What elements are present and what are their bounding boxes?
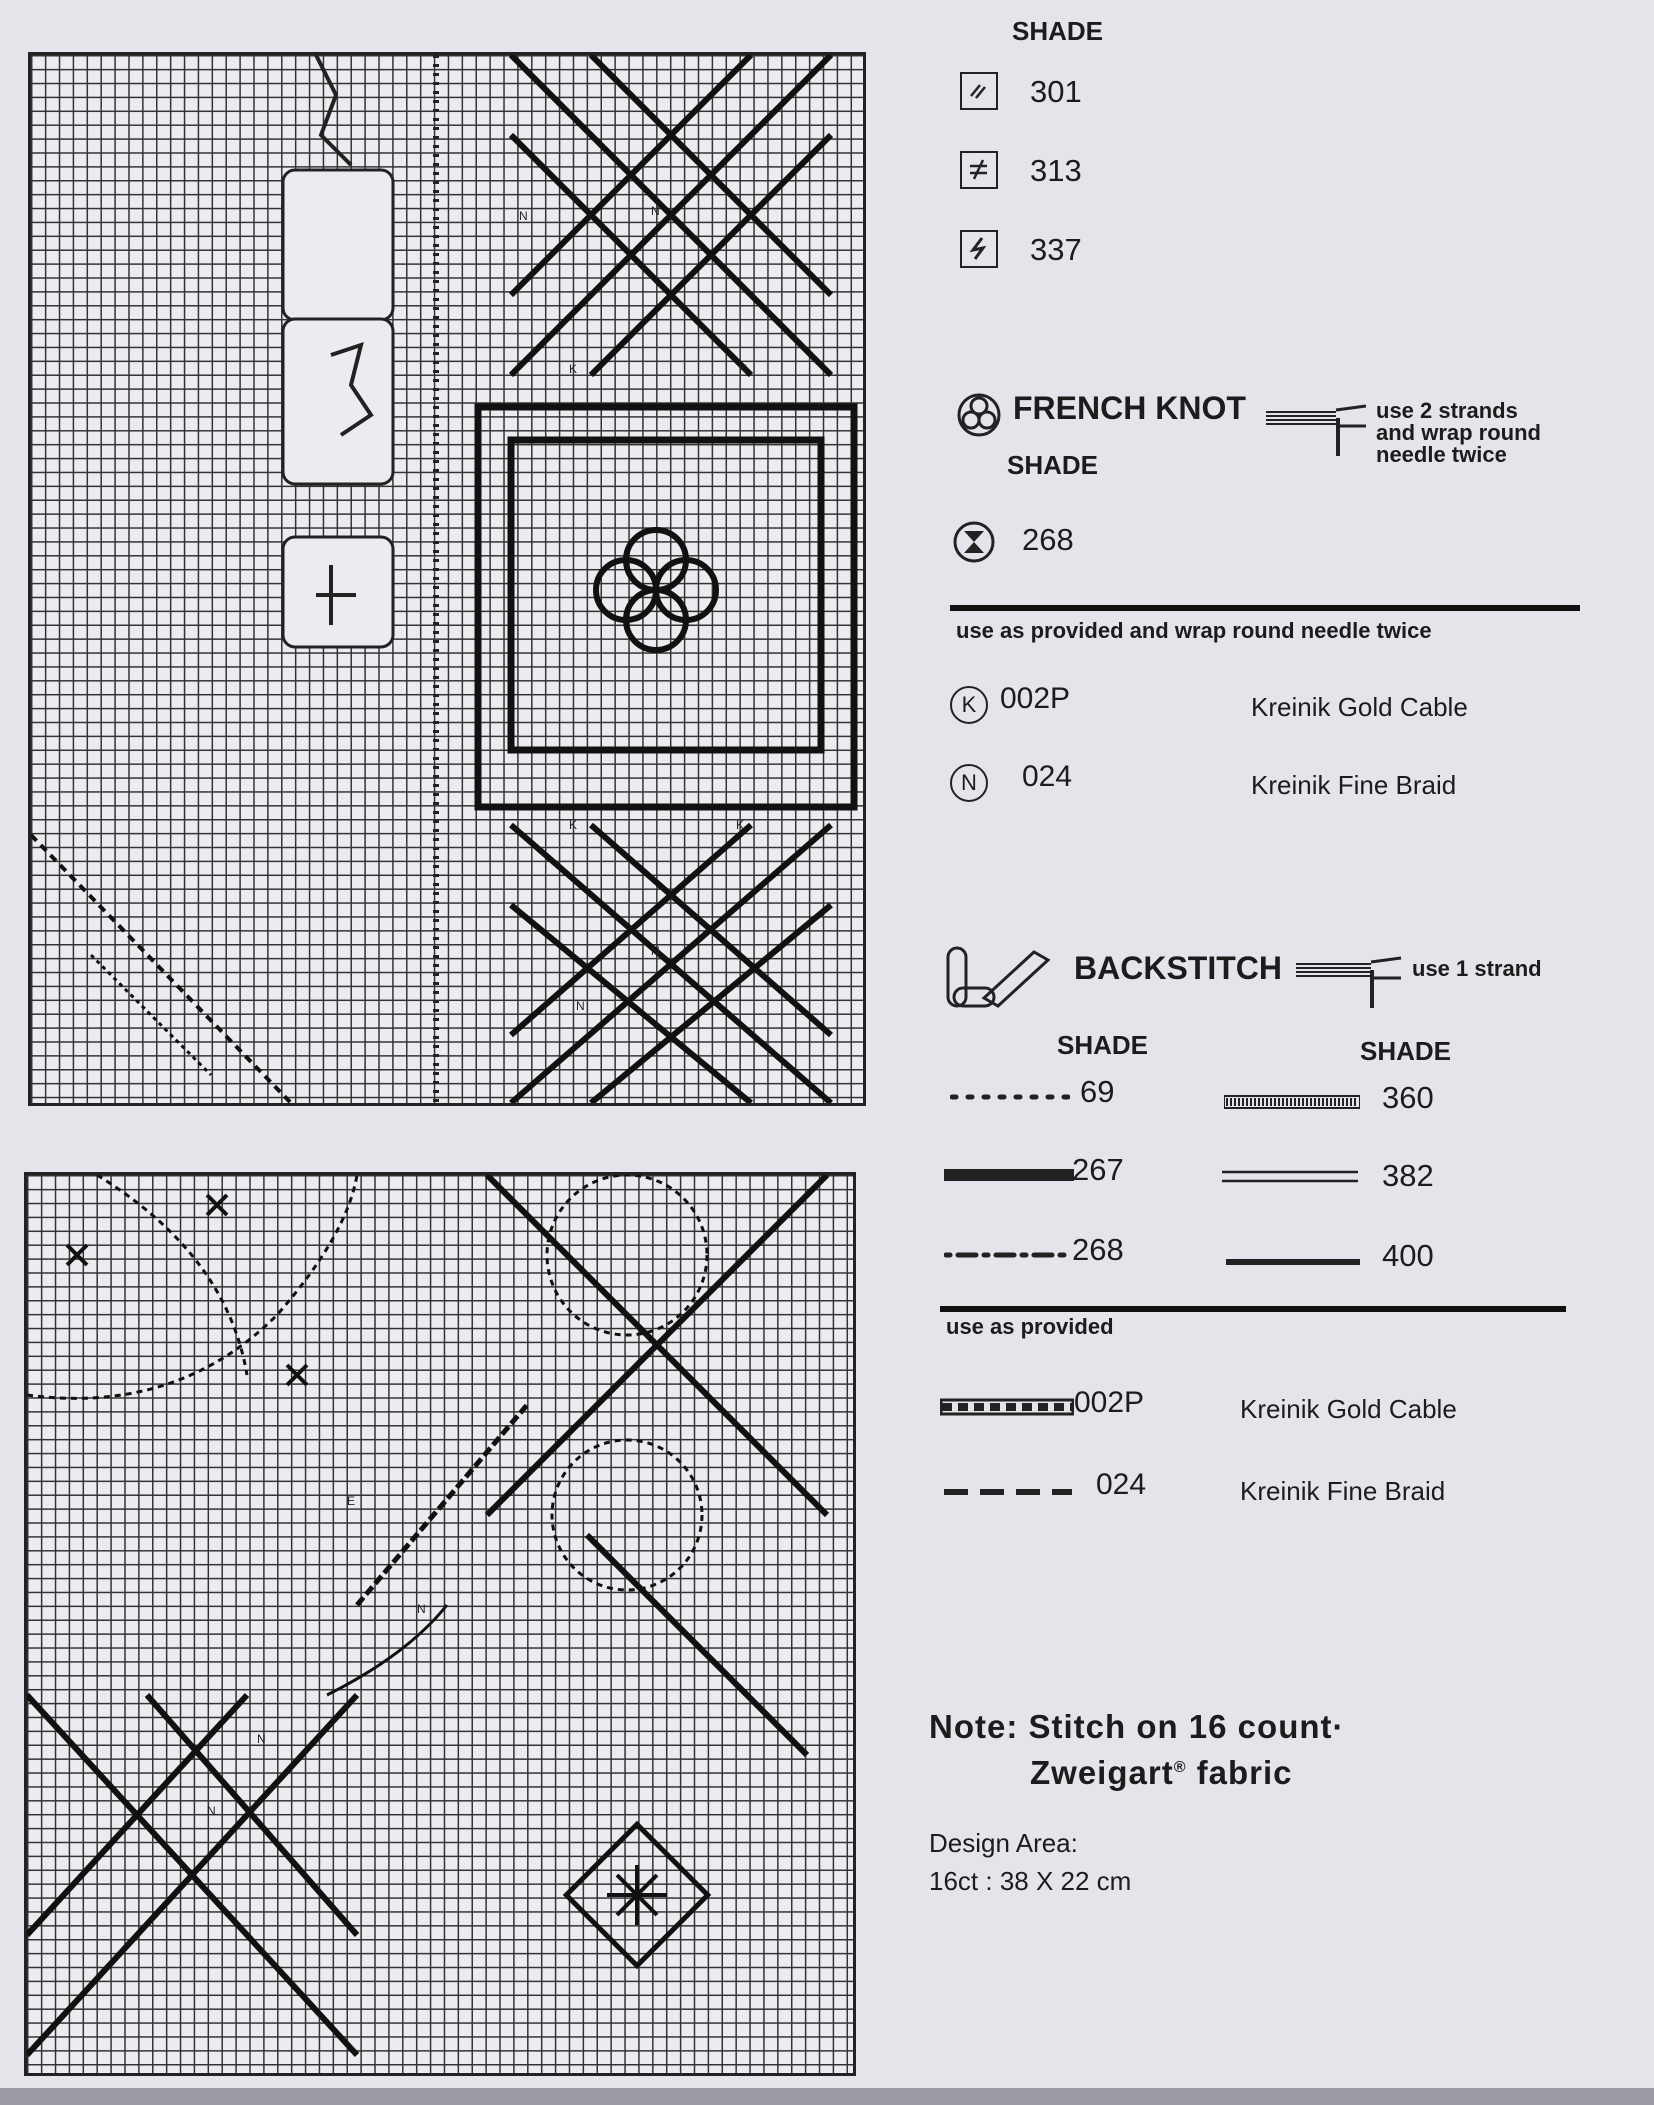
backstitch-icon [944, 944, 1054, 1014]
bolt-box-icon [960, 230, 998, 268]
french-knot-thread-fine-braid: Kreinik Fine Braid [1251, 770, 1457, 800]
stitch-note-line-1: Note: Stitch on 16 count· [929, 1708, 1345, 1745]
backstitch-thread-gold-cable: Kreinik Gold Cable [1240, 1394, 1457, 1424]
french-knot-title: FRENCH KNOT [1013, 390, 1246, 426]
french-knot-shade-268: 268 [1022, 522, 1074, 557]
french-knot-metallic-note: use as provided and wrap round needle twice [956, 618, 1432, 643]
backstitch-shade-header-left: SHADE [1057, 1030, 1149, 1060]
chart-mark-k: K [569, 818, 578, 832]
k-circle-icon [950, 686, 988, 724]
chart-grid-top [28, 52, 866, 1106]
french-knot-shade-024: 024 [1022, 760, 1073, 793]
k-symbol: K [961, 692, 977, 717]
solid-line-sample [1226, 1256, 1360, 1268]
cross-stitch-shade-header: SHADE [1012, 16, 1104, 46]
french-knot-instruction-2: and wrap round [1376, 420, 1541, 445]
shade-337: 337 [1030, 232, 1082, 267]
chart-mark-k: K [736, 818, 745, 832]
french-knot-icon [954, 390, 1004, 440]
chart-mark-n: N [651, 944, 660, 958]
chart-mark-n: N [257, 1732, 266, 1746]
dashed-line-sample [944, 1486, 1072, 1498]
needle-thread-icon [1266, 400, 1371, 460]
chart-motifs-bottom [27, 1175, 853, 2073]
chart-grid-bottom [24, 1172, 856, 2076]
french-knot-instruction-1: use 2 strands [1376, 398, 1518, 423]
backstitch-divider [940, 1306, 1566, 1312]
backstitch-shade-268: 268 [1072, 1232, 1124, 1267]
chart-mark-n: N [207, 1804, 216, 1818]
fabric-word: fabric [1186, 1754, 1293, 1791]
chart-mark-n: N [651, 204, 660, 218]
french-knot-shade-header: SHADE [1007, 450, 1099, 480]
backstitch-shade-360: 360 [1382, 1080, 1434, 1115]
stitch-note-line-2 [1030, 1754, 1293, 1792]
dash-dot-line-sample [944, 1248, 1072, 1262]
backstitch-title: BACKSTITCH [1074, 950, 1282, 986]
n-symbol: N [961, 770, 977, 795]
chart-mark-n: N [576, 999, 585, 1013]
ladder-line-sample [940, 1398, 1074, 1416]
chart-motifs-top [31, 55, 863, 1103]
double-line-sample [1222, 1168, 1358, 1186]
shade-313: 313 [1030, 153, 1082, 188]
dotted-line-sample [950, 1090, 1070, 1104]
design-area-label: Design Area: [929, 1828, 1078, 1858]
not-equal-box-icon [960, 151, 998, 189]
backstitch-shade-400: 400 [1382, 1238, 1434, 1273]
scan-bottom-edge [0, 2088, 1654, 2105]
french-knot-thread-gold-cable: Kreinik Gold Cable [1251, 692, 1468, 722]
backstitch-shade-69: 69 [1080, 1074, 1115, 1109]
backstitch-shade-002p: 002P [1074, 1386, 1145, 1419]
backstitch-shade-header-right: SHADE [1360, 1036, 1452, 1066]
french-knot-shade-002p: 002P [1000, 682, 1071, 715]
thick-line-sample [944, 1166, 1074, 1184]
slash-box-icon [960, 72, 998, 110]
registered-mark: ® [1173, 1759, 1187, 1776]
hatched-line-sample [1224, 1094, 1360, 1110]
fabric-brand: Zweigart [1030, 1754, 1174, 1791]
design-area-value: 16ct : 38 X 22 cm [929, 1866, 1132, 1896]
backstitch-metallic-note: use as provided [946, 1314, 1114, 1339]
needle-thread-icon-2 [1296, 952, 1406, 1012]
n-circle-icon [950, 764, 988, 802]
hourglass-circle-icon [952, 520, 996, 564]
chart-mark-e: E [347, 1494, 356, 1508]
chart-mark-k: K [569, 362, 578, 376]
backstitch-thread-fine-braid: Kreinik Fine Braid [1240, 1476, 1446, 1506]
backstitch-shade-024: 024 [1096, 1468, 1147, 1501]
chart-mark-n: N [519, 209, 528, 223]
backstitch-instruction: use 1 strand [1412, 956, 1542, 981]
french-knot-instruction-3: needle twice [1376, 442, 1507, 467]
chart-mark-k: K [739, 362, 748, 376]
french-knot-divider [950, 605, 1580, 611]
chart-mark-n: N [417, 1602, 426, 1616]
backstitch-shade-382: 382 [1382, 1158, 1434, 1193]
shade-301: 301 [1030, 74, 1082, 109]
backstitch-shade-267: 267 [1072, 1152, 1124, 1187]
